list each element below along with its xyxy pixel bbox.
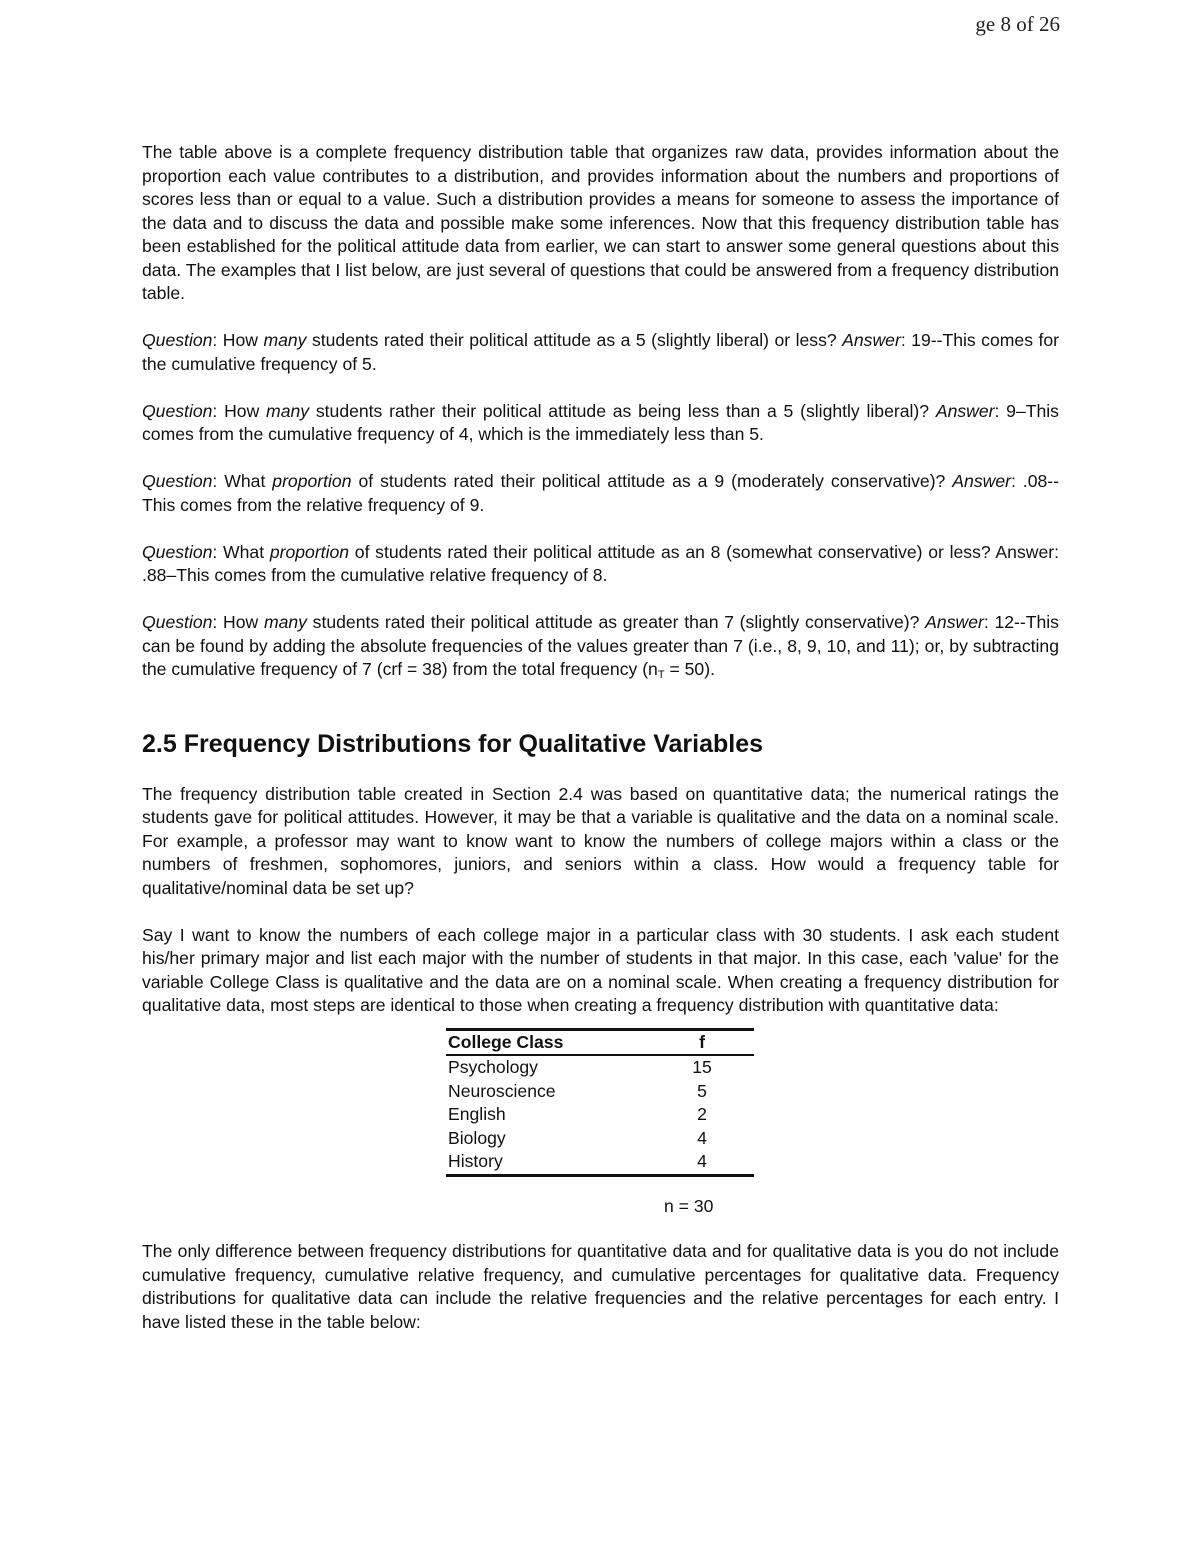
table-total-row [142, 1195, 1059, 1219]
answer-label: Answer [952, 471, 1011, 491]
question-text: students rated their political attitude as a 5 (slightly liberal) or less? [306, 330, 843, 350]
answer-label: Answer [925, 612, 984, 632]
question-text: : How [212, 330, 264, 350]
table-row [446, 1055, 754, 1080]
subscript: T [657, 669, 665, 681]
answer-text: : 12--This can be found by adding the absolute frequencies of the values greater than 7 (i.e., 8, 9, 10, and 11); or, by subtracting the cumulative frequency of 7 (crf = 38) from the total frequency (n [142, 612, 1059, 679]
emphasis: many [263, 612, 307, 632]
question-text: : How [212, 612, 264, 632]
table-cell: Psychology [448, 1057, 538, 1077]
answer-text: = 50). [664, 659, 715, 679]
document-body [142, 141, 1059, 1358]
emphasis: proportion [272, 471, 352, 491]
question-3 [142, 470, 1059, 517]
answer-text: : .08--This comes from the relative frequency of 9. [142, 471, 1059, 515]
table-cell: English [448, 1104, 506, 1124]
question-text: : How [212, 400, 267, 421]
question-text: : What [212, 471, 273, 491]
question-text: of students rated their political attitude as an 8 (somewhat conservative) or less? Answer: .88–This comes from the cumulative relative frequency of 8. [142, 541, 1059, 585]
question-5 [142, 611, 1059, 682]
section-paragraph-2: Say I want to know the numbers of each college major in a particular class with 30 students. I ask each student his/her primary major and list each major with the number of students in that major. In this case, each 'value' for the variable College Class is qualitative and the data are on a nominal scale. When creating a frequency distribution for qualitative data, most steps are identical to those when creating a frequency distribution with quantitative data: [142, 924, 1059, 1015]
table-cell: Biology [448, 1127, 506, 1148]
question-1 [142, 329, 1059, 376]
question-label: Question [142, 471, 213, 491]
table-row [446, 1150, 754, 1175]
table-cell: 5 [697, 1080, 707, 1101]
frequency-table [446, 1028, 754, 1177]
intro-paragraph: The table above is a complete frequency distribution table that organizes raw data, provides information about the proportion each value contributes to a distribution, and provides information about the numbers and proportions of scores less than or equal to a value. Such a distribution provides a means for someone to assess the importance of the data and to discuss the data and possible make some inferences. Now that this frequency distribution table has been established for the political attitude data from earlier, we can start to answer some general questions about this data. The examples that I list below, are just several of questions that could be answered from a frequency distribution table. [142, 142, 1060, 303]
question-text: of students rated their political attitude as a 9 (moderately conservative)? [351, 471, 953, 491]
question-2 [142, 400, 1059, 447]
answer-label: Answer [935, 400, 995, 421]
table-cell: 4 [697, 1151, 707, 1171]
table-cell: 15 [692, 1057, 712, 1077]
table-header-row [446, 1029, 754, 1055]
answer-text: : 19--This comes for the cumulative frequency of 5. [142, 330, 1059, 374]
table-cell: History [448, 1151, 503, 1171]
section-paragraph-1: The frequency distribution table created in Section 2.4 was based on quantitative data; the numerical ratings the students gave for political attitudes. However, it may be that a variable is qualitative and the data on a nominal scale. For example, a professor may want to know want to know the numbers of college majors within a class or the numbers of freshmen, sophomores, juniors, and seniors within a class. How would a frequency table for qualitative/nominal data be set up? [142, 783, 1059, 898]
question-text: students rather their political attitude as being less than a 5 (slightly liberal)? [309, 400, 936, 421]
table-total: n = 30 [664, 1195, 714, 1216]
page-number: ge 8 of 26 [975, 12, 1060, 36]
section-heading: 2.5 Frequency Distributions for Qualitative Variables [142, 729, 764, 758]
question-label: Question [142, 400, 213, 421]
emphasis: many [266, 400, 310, 421]
question-4 [142, 541, 1059, 588]
question-label: Question [142, 330, 213, 350]
table-cell: Neuroscience [448, 1080, 556, 1101]
question-label: Question [142, 541, 213, 562]
question-text: : What [212, 541, 270, 562]
section-paragraph-3: The only difference between frequency distributions for quantitative data and for qualitative data is you do not include cumulative frequency, cumulative relative frequency, and cumulative percentages for qualitative data. Frequency distributions for qualitative data can include the relative frequencies and the relative percentages for each entry. I have listed these in the table below: [142, 1241, 1059, 1332]
emphasis: many [263, 330, 307, 350]
table-row [446, 1127, 754, 1151]
answer-text: : 9–This comes from the cumulative frequency of 4, which is the immediately less than 5. [142, 400, 1059, 444]
table-cell: 4 [697, 1127, 707, 1148]
table-row [446, 1080, 754, 1104]
emphasis: proportion [269, 541, 350, 562]
question-label: Question [142, 612, 213, 632]
table-row [446, 1103, 754, 1127]
question-text: students rated their political attitude as greater than 7 (slightly conservative)? [306, 612, 926, 632]
answer-label: Answer [842, 330, 901, 350]
column-header-college-class: College Class [448, 1031, 564, 1052]
column-header-f: f [699, 1031, 705, 1052]
table-cell: 2 [697, 1104, 707, 1124]
